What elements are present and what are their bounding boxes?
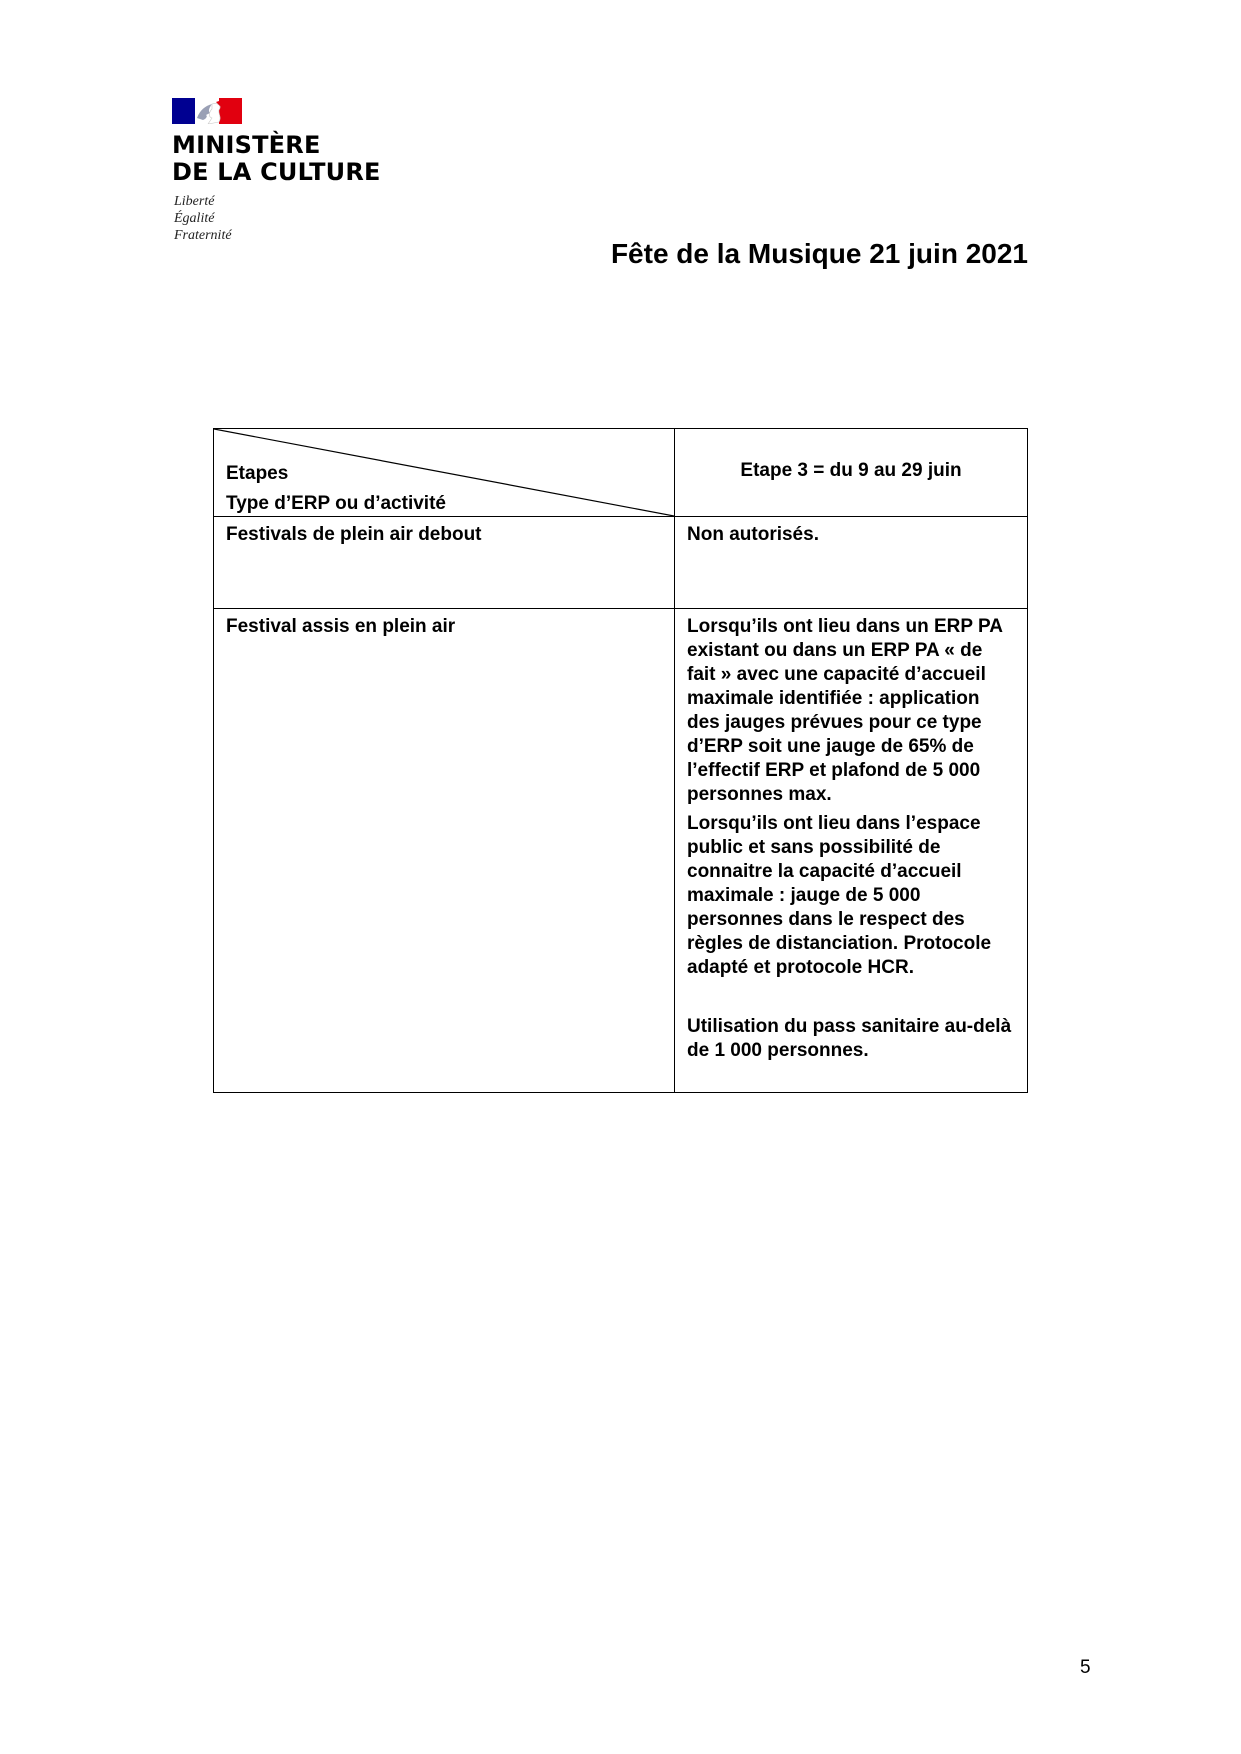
activity-cell: [214, 609, 675, 1093]
activity-cell: [214, 517, 675, 609]
rule-cell: [675, 609, 1028, 1093]
ministry-line-2: DE LA CULTURE: [172, 158, 381, 186]
header-stage-cell: [675, 429, 1028, 517]
table-row: [214, 517, 1028, 609]
header-stage-label: Etape 3 = du 9 au 29 juin: [740, 460, 962, 481]
rule-paragraph: Lorsqu’ils ont lieu dans l’espace public et sans possibilité de connaitre la capacité d’accueil maximale : jauge de 5 000 personnes dans le respect des règles de distanciation. Protocole adapté et protocole HCR.: [687, 813, 992, 978]
rule-paragraph: Utilisation du pass sanitaire au-delà de 1 000 personnes.: [687, 1016, 1012, 1061]
page-number: 5: [1080, 1657, 1091, 1678]
document-title: Fête de la Musique 21 juin 2021: [610, 238, 1028, 269]
rule-paragraph: Lorsqu’ils ont lieu dans un ERP PA existant ou dans un ERP PA « de fait » avec une capacité d’accueil maximale identifiée : application des jauges prévues pour ce type d’ERP soit une jauge de 65% de l’effectif ERP et plafond de 5 000 personnes max.: [687, 616, 1003, 805]
marianne-flag-icon: [172, 98, 242, 124]
rules-table: [213, 428, 1028, 1093]
ministry-name: [172, 132, 381, 186]
republic-motto: [174, 193, 232, 244]
activity-text: Festivals de plein air debout: [226, 524, 482, 545]
rule-cell: [675, 517, 1028, 609]
header-etapes-label: Etapes: [226, 463, 289, 484]
ministry-line-1: MINISTÈRE: [172, 131, 321, 159]
table-header-row: [214, 429, 1028, 517]
motto-fraternite: Fraternité: [174, 228, 232, 243]
motto-liberte: Liberté: [174, 194, 215, 209]
rule-paragraph: Non autorisés.: [687, 524, 819, 545]
table-row: [214, 609, 1028, 1093]
motto-egalite: Égalité: [174, 211, 215, 226]
header-corner-cell: [214, 429, 675, 517]
activity-text: Festival assis en plein air: [226, 616, 456, 637]
header-type-label: Type d’ERP ou d’activité: [226, 493, 446, 514]
